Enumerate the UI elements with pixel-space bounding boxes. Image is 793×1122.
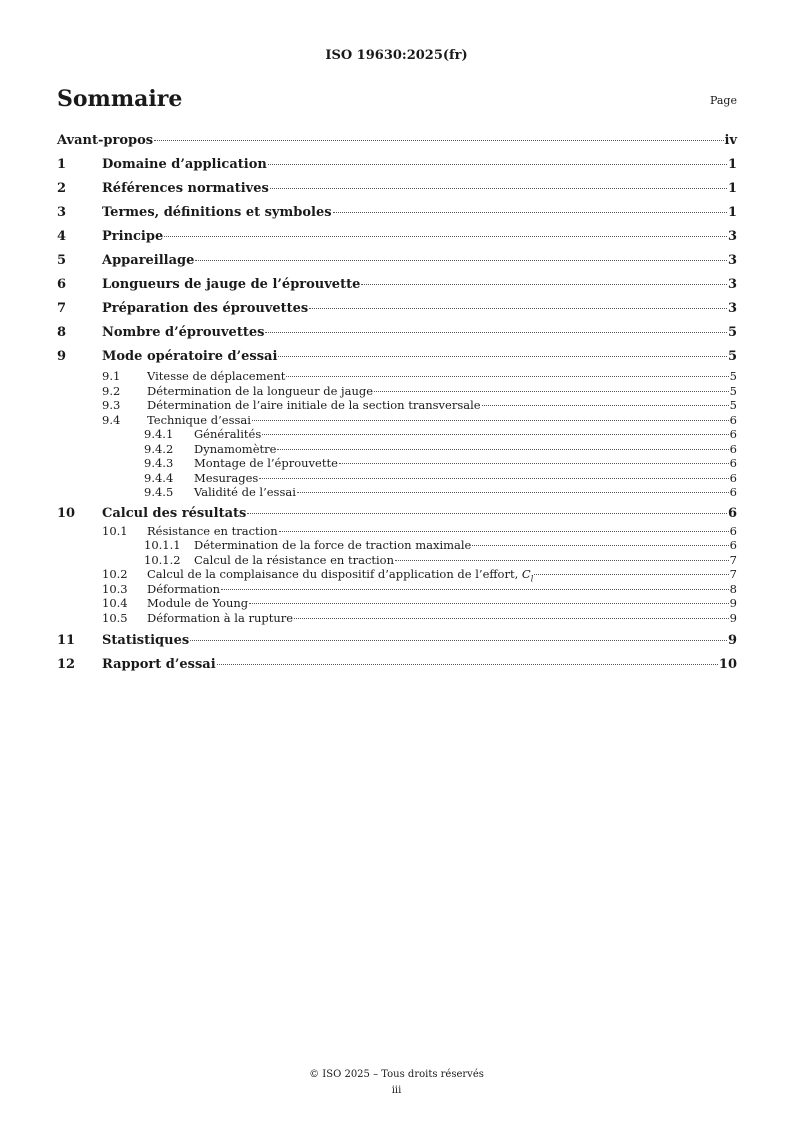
toc-entry-9-4-1[interactable] [57, 427, 737, 442]
toc-entry-9-2[interactable] [57, 384, 737, 399]
compliance-symbol: C [521, 567, 531, 581]
toc-entry-page: 5 [729, 398, 737, 412]
toc-entry-number: 10.2 [102, 567, 128, 581]
toc-entry-text: Principe [102, 229, 164, 244]
toc-entry-page: 6 [729, 523, 737, 538]
toc-entry-text: Termes, définitions et symboles [102, 205, 332, 220]
toc-entry-number: 12 [57, 657, 76, 672]
toc-entry-number: 9.4.4 [144, 470, 174, 485]
toc-entry-number: 10.5 [102, 610, 128, 625]
toc-entry-page: 6 [729, 441, 737, 456]
toc-entry-number: 2 [57, 181, 67, 196]
toc-entry-text: Détermination de l’aire initiale de la section transversale [147, 398, 481, 412]
toc-entry-page: 6 [729, 456, 737, 470]
toc-entry-number: 10.3 [102, 581, 128, 596]
toc-entry-9-4-3[interactable] [57, 456, 737, 471]
toc-entry-text: Module de Young [147, 596, 249, 610]
compliance-subscript: l [530, 574, 534, 584]
toc-entry-9-4[interactable] [57, 413, 737, 428]
toc-entry-text: Statistiques [102, 633, 190, 648]
toc-entry-page: 10 [718, 657, 737, 672]
toc-entry-page: 9 [729, 610, 737, 625]
toc-entry-10-1-2[interactable] [57, 553, 737, 568]
toc-entry-3[interactable] [57, 201, 737, 225]
toc-entry-8[interactable] [57, 321, 737, 345]
toc-entry-number: 8 [57, 325, 67, 340]
toc-entry-text: Calcul de la complaisance du dispositif d’application de l’effort, [147, 567, 522, 581]
toc-entry-number: 9.4 [102, 412, 121, 427]
toc-entry-text: Préparation des éprouvettes [102, 301, 309, 316]
toc-entry-page: 1 [727, 205, 737, 220]
toc-entry-page: iv [724, 133, 737, 148]
toc-entry-text: Mesurages [194, 470, 259, 485]
toc-entry-11[interactable] [57, 629, 737, 653]
toc-entry-10-4[interactable] [57, 596, 737, 611]
toc-entry-4[interactable] [57, 225, 737, 249]
toc-entry-number: 9.3 [102, 398, 121, 412]
toc-entry-9-4-5[interactable] [57, 485, 737, 500]
toc-entry-text: Détermination de la longueur de jauge [147, 383, 374, 398]
toc-entry-10-1[interactable] [57, 524, 737, 539]
toc-entry-number: 3 [57, 205, 67, 220]
document-header: ISO 19630:2025(fr) [325, 48, 468, 63]
toc-entry-text: Technique d’essai [147, 412, 251, 427]
toc-entry-page: 6 [729, 538, 737, 552]
toc-entry-number: 9.1 [102, 369, 121, 383]
toc-entry-page: 5 [729, 369, 737, 383]
toc-entry-page: 6 [729, 427, 737, 441]
toc-entry-number: 11 [57, 633, 76, 648]
toc-entry-text: Validité de l’essai [194, 485, 296, 499]
toc-entry-number: 5 [57, 253, 67, 268]
toc-entry-page: 3 [727, 229, 737, 244]
toc-entry-2[interactable] [57, 177, 737, 201]
toc-entry-page: 7 [729, 567, 737, 581]
toc-entry-text: Montage de l’éprouvette [194, 456, 338, 470]
toc-entry-number: 10.1 [102, 523, 128, 538]
toc-entry-9-4-4[interactable] [57, 471, 737, 486]
toc-entry-number: 4 [57, 229, 67, 244]
toc-entry-page: 3 [727, 301, 737, 316]
toc-entry-page: 9 [729, 596, 737, 610]
page-column-label: Page [709, 94, 737, 107]
toc-entry-number: 6 [57, 277, 67, 292]
toc-entry-9[interactable] [57, 345, 737, 369]
toc-entry-page: 6 [729, 470, 737, 485]
toc-entry-text: Nombre d’éprouvettes [102, 325, 265, 340]
toc-entry-text: Résistance en traction [147, 523, 278, 538]
toc-entry-1[interactable] [57, 153, 737, 177]
toc-entry-page: 5 [729, 383, 737, 398]
toc-entry-number: 7 [57, 301, 67, 316]
toc-entry-text: Appareillage [102, 253, 195, 268]
toc-entry-number: 10.1.2 [144, 552, 181, 567]
toc-entry-text: Calcul des résultats [102, 505, 247, 521]
toc-entry-9-3[interactable] [57, 398, 737, 413]
toc-entry-10[interactable] [57, 504, 737, 524]
toc-entry-number: 9.2 [102, 383, 121, 398]
toc-entry-page: 5 [727, 325, 737, 340]
toc-entry-10-5[interactable] [57, 611, 737, 626]
toc-entry-text: Vitesse de déplacement [147, 369, 286, 383]
toc-entry-avant-propos[interactable] [57, 129, 737, 153]
toc-entry-text: Références normatives [102, 181, 269, 196]
toc-entry-number: 9.4.2 [144, 441, 174, 456]
toc-entry-number: 9 [57, 349, 67, 364]
toc-entry-10-1-1[interactable] [57, 538, 737, 553]
toc-entry-page: 9 [727, 633, 737, 648]
toc-entry-text: Détermination de la force de traction maximale [194, 538, 472, 552]
title-row [57, 86, 737, 114]
toc-entry-10-2[interactable] [57, 567, 737, 582]
toc-entry-7[interactable] [57, 297, 737, 321]
page-title: Sommaire [57, 86, 183, 112]
toc-entry-number: 9.4.5 [144, 485, 174, 499]
toc-entry-page: 1 [727, 157, 737, 172]
toc-entry-5[interactable] [57, 249, 737, 273]
toc-entry-9-1[interactable] [57, 369, 737, 384]
toc-entry-page: 6 [727, 505, 737, 521]
toc-entry-text: Déformation [147, 581, 221, 596]
toc-entry-text: Avant-propos [57, 133, 154, 148]
toc-entry-page: 6 [729, 412, 737, 427]
toc-entry-number: 9.4.3 [144, 456, 174, 470]
toc-entry-page: 1 [727, 181, 737, 196]
table-of-contents [57, 129, 737, 677]
toc-entry-text: Domaine d’application [102, 157, 267, 172]
toc-entry-10-3[interactable] [57, 582, 737, 597]
toc-entry-number: 10.4 [102, 596, 128, 610]
toc-entry-text: Généralités [194, 427, 262, 441]
toc-entry-number: 1 [57, 157, 67, 172]
toc-entry-text: Déformation à la rupture [147, 610, 294, 625]
toc-entry-text: Calcul de la résistance en traction [194, 552, 395, 567]
toc-entry-page: 7 [729, 552, 737, 567]
toc-entry-12[interactable] [57, 653, 737, 677]
toc-entry-number: 10.1.1 [144, 538, 181, 552]
toc-entry-6[interactable] [57, 273, 737, 297]
toc-entry-text: Dynamomètre [194, 441, 277, 456]
toc-entry-page: 3 [727, 277, 737, 292]
toc-entry-page: 3 [727, 253, 737, 268]
toc-entry-text: Rapport d’essai [102, 657, 216, 672]
toc-entry-9-4-2[interactable] [57, 442, 737, 457]
toc-entry-page: 6 [729, 485, 737, 499]
toc-entry-text: Longueurs de jauge de l’éprouvette [102, 277, 361, 292]
toc-entry-number: 9.4.1 [144, 427, 174, 441]
toc-entry-text: Mode opératoire d’essai [102, 349, 278, 364]
toc-entry-page: 5 [727, 349, 737, 364]
toc-entry-number: 10 [57, 505, 76, 521]
toc-entry-page: 8 [729, 581, 737, 596]
page-number: iii [391, 1085, 402, 1096]
page-footer [0, 1067, 793, 1099]
copyright-notice: © ISO 2025 – Tous droits réservés [309, 1069, 484, 1080]
